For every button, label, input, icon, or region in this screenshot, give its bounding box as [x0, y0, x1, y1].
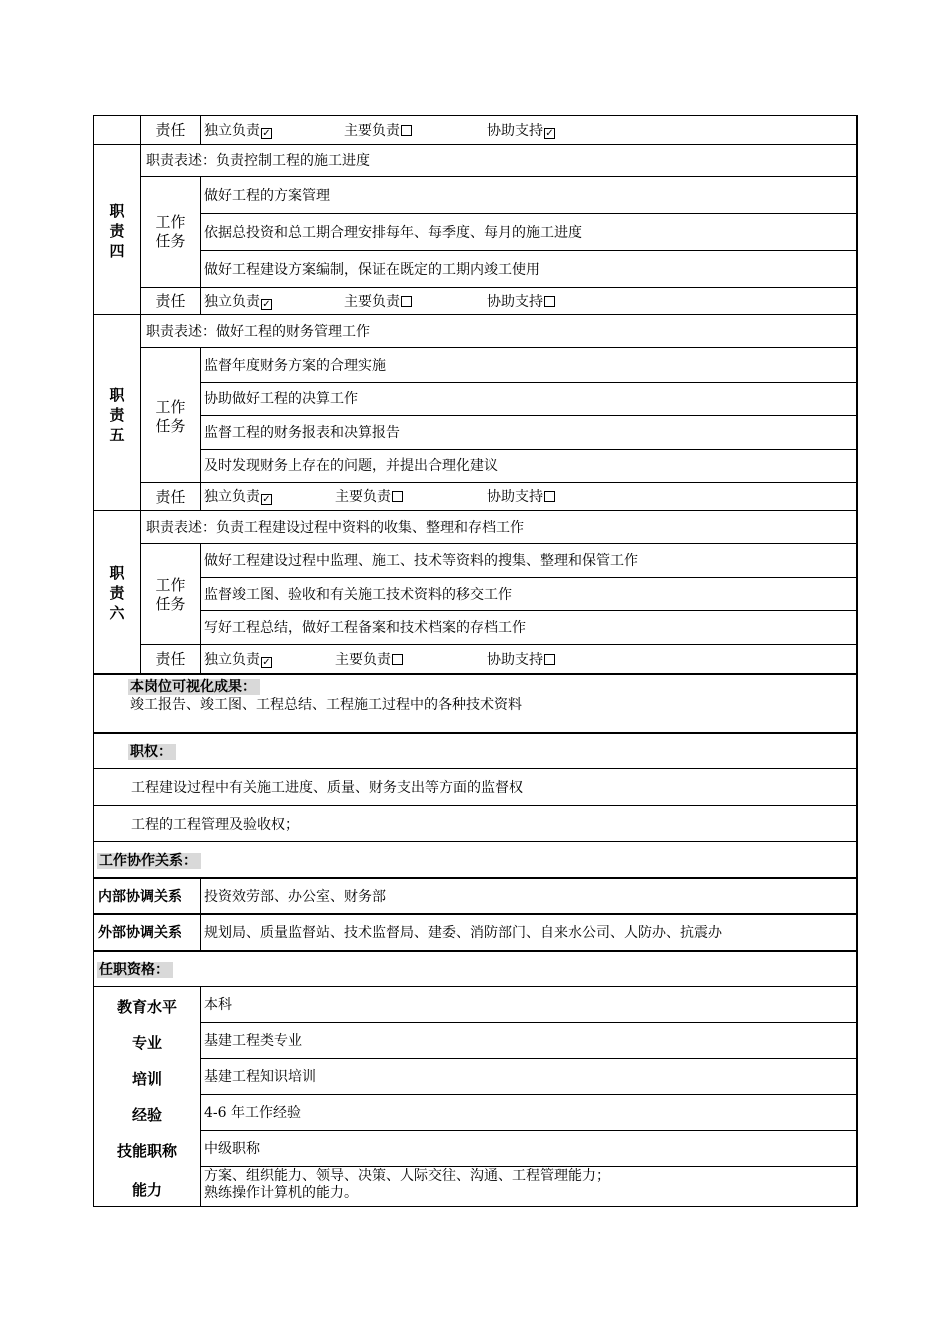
- qualification-value: 基建工程类专业: [204, 1033, 302, 1049]
- qualification-label: 培训: [131, 1070, 162, 1088]
- main-checkbox: [401, 125, 412, 136]
- cooperation-heading: 工作协作关系：: [97, 852, 201, 870]
- responsibility-label: 责任: [155, 650, 186, 668]
- duty6-title: 职 责 六: [109, 564, 125, 622]
- duty5-title: 职 责 五: [109, 386, 125, 444]
- duty4-task: 依据总投资和总工期合理安排每年、每季度、每月的施工进度: [204, 225, 582, 241]
- assist-checkbox: ✓: [545, 128, 554, 139]
- duty6-task: 监督竣工图、验收和有关施工技术资料的移交工作: [204, 587, 512, 603]
- resp-independent: 独立负责 ✓: [204, 652, 271, 668]
- qualification-label: 能力: [131, 1181, 162, 1199]
- internal-label: 内部协调关系: [98, 889, 182, 905]
- qualification-value: 方案、组织能力、领导、决策、人际交往、沟通、工程管理能力；: [204, 1168, 610, 1184]
- assist-checkbox: [544, 296, 555, 307]
- duty4-work-task-label: 工作 任务: [155, 213, 186, 250]
- external-text: 规划局、质量监督站、技术监督局、建委、消防部门、自来水公司、人防办、抗震办: [204, 925, 722, 941]
- resp-main: 主要负责: [344, 122, 412, 140]
- authority-item: 工程建设过程中有关施工进度、质量、财务支出等方面的监督权: [131, 780, 523, 796]
- qualification-value: 基建工程知识培训: [204, 1069, 316, 1085]
- assist-checkbox: [544, 654, 555, 665]
- resp-main: 主要负责: [344, 293, 412, 311]
- qualification-label: 教育水平: [116, 998, 177, 1016]
- qualification-heading: 任职资格：: [97, 961, 173, 979]
- main-checkbox: [392, 491, 403, 502]
- resp-independent: 独立负责 ✓: [204, 489, 271, 505]
- duty5-task: 及时发现财务上存在的问题，并提出合理化建议: [204, 458, 498, 474]
- main-checkbox: [392, 654, 403, 665]
- qualification-value: 4-6 年工作经验: [204, 1105, 301, 1121]
- results-heading: 本岗位可视化成果：: [128, 678, 260, 696]
- results-text: 竣工报告、竣工图、工程总结、工程施工过程中的各种技术资料: [130, 697, 522, 713]
- duty5-work-task-label: 工作 任务: [155, 398, 186, 435]
- duty4-title: 职 责 四: [109, 202, 125, 260]
- qualification-label: 经验: [131, 1106, 162, 1124]
- assist-checkbox: [544, 491, 555, 502]
- duty4-task: 做好工程建设方案编制，保证在既定的工期内竣工使用: [204, 262, 540, 278]
- resp-independent: 独立负责 ✓: [204, 123, 271, 139]
- duty6-task: 做好工程建设过程中监理、施工、技术等资料的搜集、整理和保管工作: [204, 553, 638, 569]
- authority-heading: 职权：: [128, 743, 176, 761]
- external-label: 外部协调关系: [98, 925, 182, 941]
- duty5-task: 监督工程的财务报表和决算报告: [204, 425, 400, 441]
- resp-assist: 协助支持: [487, 651, 555, 669]
- authority-item: 工程的工程管理及验收权；: [131, 817, 299, 833]
- resp-assist: 协助支持 ✓: [487, 123, 554, 139]
- duty6-task: 写好工程总结，做好工程备案和技术档案的存档工作: [204, 620, 526, 636]
- qualification-value: 中级职称: [204, 1141, 260, 1157]
- independent-checkbox: ✓: [262, 657, 271, 668]
- main-checkbox: [401, 296, 412, 307]
- resp-main: 主要负责: [335, 651, 403, 669]
- qualification-value: 熟练操作计算机的能力。: [204, 1185, 358, 1201]
- duty6-description: 职责表述：负责工程建设过程中资料的收集、整理和存档工作: [146, 520, 524, 536]
- duty6-work-task-label: 工作 任务: [155, 576, 186, 613]
- duty5-task: 协助做好工程的决算工作: [204, 391, 358, 407]
- resp-independent: 独立负责 ✓: [204, 294, 271, 310]
- qualification-label: 专业: [131, 1034, 162, 1052]
- qualification-label: 技能职称: [116, 1142, 177, 1160]
- qualification-value: 本科: [204, 997, 232, 1013]
- responsibility-label: 责任: [155, 292, 186, 310]
- duty5-description: 职责表述：做好工程的财务管理工作: [146, 324, 370, 340]
- responsibility-label: 责任: [155, 488, 186, 506]
- independent-checkbox: ✓: [262, 494, 271, 505]
- internal-text: 投资效劳部、办公室、财务部: [204, 889, 386, 905]
- duty4-description: 职责表述：负责控制工程的施工进度: [146, 153, 370, 169]
- resp-assist: 协助支持: [487, 293, 555, 311]
- independent-checkbox: ✓: [262, 128, 271, 139]
- resp-main: 主要负责: [335, 488, 403, 506]
- duty4-task: 做好工程的方案管理: [204, 188, 330, 204]
- independent-checkbox: ✓: [262, 299, 271, 310]
- resp-assist: 协助支持: [487, 488, 555, 506]
- responsibility-label: 责任: [155, 121, 186, 139]
- duty5-task: 监督年度财务方案的合理实施: [204, 358, 386, 374]
